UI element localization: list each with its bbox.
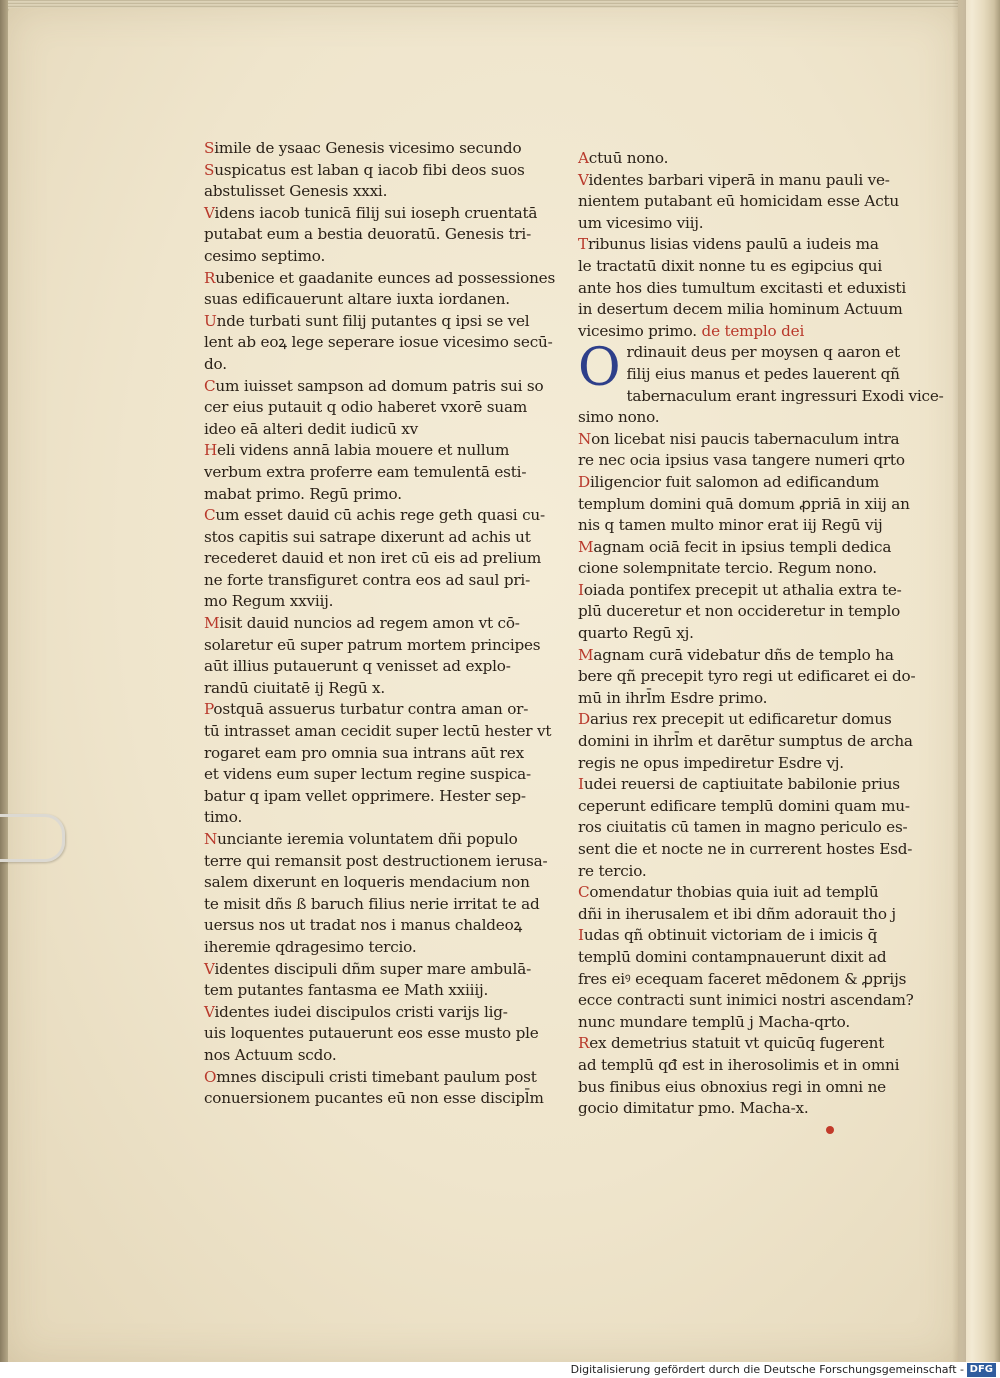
text-line: Unde turbati sunt filij putantes q ipsi se vel — [204, 311, 530, 330]
rubricated-capital: C — [204, 376, 216, 395]
text-line: solaretur eū super patrum mortem principes — [204, 635, 541, 654]
text-line: rogaret eam pro omnia sua intrans aūt rex — [204, 743, 524, 762]
rubricated-capital: I — [578, 580, 584, 599]
rubricated-capital: R — [204, 268, 216, 287]
text-line: ideo eā alteri dedit iudicū xv — [204, 419, 419, 438]
rubricated-capital: A — [578, 149, 589, 167]
text-line: mo Regum xxviij. — [204, 592, 334, 611]
rubricated-capital: V — [204, 1002, 215, 1021]
text-line: mū in ihrl̄m Esdre primo. — [578, 688, 768, 707]
text-line: Iudei reuersi de captiuitate babilonie prius — [578, 775, 900, 794]
right-column-top-text — [578, 148, 906, 321]
text-line: Non licebat nisi paucis tabernaculum intra — [578, 429, 900, 448]
rubric-heading-line — [578, 321, 884, 343]
text-line: iheremie qdragesimo tercio. — [204, 937, 417, 956]
text-line: stos capitis sui satrape dixerunt ad achis ut — [204, 527, 531, 546]
rubricated-capital: D — [578, 710, 590, 729]
text-line: fres eiꝰ ecequam faceret mēdonem & ꝓprijs — [578, 969, 907, 988]
text-line: cesimo septimo. — [204, 246, 326, 265]
text-line: Magnam curā videbatur dñs de templo ha — [578, 645, 894, 664]
text-line: nos Actuum scdo. — [204, 1045, 337, 1064]
text-line: do. — [204, 354, 227, 373]
rubricated-capital: I — [578, 775, 584, 794]
rubricated-capital: U — [204, 311, 217, 330]
text-line: cer eius putauit q odio haberet vxorē suam — [204, 398, 528, 417]
text-line: quarto Regū xj. — [578, 624, 694, 643]
text-column-left — [204, 138, 556, 1110]
rubricated-capital: V — [578, 170, 589, 189]
text-line: Simile de ysaac Genesis vicesimo secundo — [204, 139, 522, 157]
text-line: Nunciante ieremia voluntatem dñi populo — [204, 830, 518, 848]
text-line: Videns iacob tunicā filij sui ioseph cruentatā — [204, 203, 538, 222]
text-line: Omnes discipuli cristi timebant paulum post — [204, 1067, 537, 1086]
text-line: sent die et nocte ne in currerent hostes Esd- — [578, 840, 913, 858]
decorated-initial: O — [578, 338, 621, 399]
rubricated-capital: P — [204, 700, 214, 719]
text-line: Iudas qñ obtinuit victoriam de i imicis q̄ — [578, 926, 878, 945]
text-line: ad templū qđ est in iherosolimis et in omni — [578, 1055, 900, 1074]
rubricated-capital: M — [578, 537, 594, 556]
text-line: recederet dauid et non iret cū eis ad prelium — [204, 549, 542, 568]
text-column-right — [578, 148, 944, 1120]
text-line: tū intrasset aman cecidit super lectū hester vt — [204, 722, 552, 741]
rubricated-capital: I — [578, 926, 584, 945]
gutter-shadow — [952, 0, 966, 1362]
text-line: Comendatur thobias quia iuit ad templū — [578, 883, 879, 902]
text-line: ante hos dies tumultum excitasti et eduxisti — [578, 278, 906, 297]
text-line: re tercio. — [578, 861, 647, 880]
text-line: Diligencior fuit salomon ad edificandum — [578, 472, 880, 491]
text-line: Darius rex precepit ut edificaretur domus — [578, 710, 892, 729]
rubricated-capital: T — [578, 235, 588, 254]
text-line: bere qñ precepit tyro regi ut edificaret ei do- — [578, 667, 916, 686]
text-line: ne forte transfiguret contra eos ad saul pri- — [204, 570, 531, 589]
text-line: Actuū nono. — [578, 149, 669, 167]
text-line: Videntes barbari viperā in manu pauli ve- — [578, 170, 890, 189]
text-line: salem dixerunt en loqueris mendacium non — [204, 873, 530, 892]
rubricated-capital: V — [204, 959, 215, 978]
rubricated-capital: S — [204, 160, 215, 179]
text-line: Cum iuisset sampson ad domum patris sui so — [204, 376, 544, 395]
rubricated-capital: M — [204, 614, 220, 633]
rubricated-capital: O — [204, 1067, 217, 1086]
text-line: randū ciuitatē ij Regū x. — [204, 678, 386, 697]
text-line: filij eius manus et pedes lauerent qñ — [626, 364, 900, 383]
text-line: plū duceretur et non occideretur in templo — [578, 602, 901, 621]
rubricated-capital: N — [204, 830, 218, 848]
rubricated-capital: S — [204, 139, 215, 157]
text-line: regis ne opus impediretur Esdre vj. — [578, 753, 844, 772]
text-line: nientem putabant eū homicidam esse Actu — [578, 192, 899, 211]
text-line: ceperunt edificare templū domini quam mu- — [578, 796, 910, 815]
closing-line: vicesimo primo. — [578, 321, 697, 340]
text-line: Cum esset dauid cū achis rege geth quasi cu- — [204, 506, 545, 525]
text-line: aūt illius putauerunt q venisset ad explo- — [204, 657, 511, 676]
text-line: simo nono. — [578, 408, 660, 427]
rubricated-capital: D — [578, 472, 590, 491]
text-line: ecce contracti sunt inimici nostri ascendam? — [578, 991, 914, 1010]
text-line: in desertum decem milia hominum Actuum — [578, 300, 903, 319]
text-line: dñi in iherusalem et ibi dñm adorauit tho j — [578, 904, 896, 923]
text-line: conuersionem pucantes eū non esse discipl̄m — [204, 1089, 544, 1108]
text-line: Magnam ociā fecit in ipsius templi dedica — [578, 537, 892, 556]
digitization-footer — [0, 1362, 1000, 1378]
text-line: putabat eum a bestia deuoratū. Genesis tri- — [204, 225, 532, 244]
text-line: Postquā assuerus turbatur contra aman or- — [204, 700, 529, 719]
text-line: templum domini quā domum ꝓpriā in xiij an — [578, 494, 910, 513]
text-line: verbum extra proferre eam temulentā esti- — [204, 462, 527, 481]
text-line: domini in ihrl̄m et darētur sumptus de archa — [578, 732, 913, 751]
dfg-logo: DFG — [967, 1363, 996, 1377]
initial-paragraph — [578, 338, 944, 407]
initial-paragraph-lines — [578, 338, 944, 407]
text-line: Suspicatus est laban q iacob fibi deos suos — [204, 160, 525, 179]
text-line: lent ab eoꝝ lege seperare iosue vicesimo secū- — [204, 333, 553, 352]
text-line: Tribunus lisias videns paulū a iudeis ma — [578, 235, 879, 254]
rubricated-capital: H — [204, 441, 218, 460]
text-line: batur q ipam vellet opprimere. Hester sep- — [204, 786, 526, 805]
text-line: le tractatū dixit nonne tu es egipcius qui — [578, 256, 883, 275]
text-line: Ioiada pontifex precepit ut athalia extra te- — [578, 580, 902, 599]
text-line: tem putantes fantasma ee Math xxiiij. — [204, 981, 489, 1000]
text-line: Rex demetrius statuit vt quicūq fugerent — [578, 1034, 885, 1053]
rubricated-capital: M — [578, 645, 594, 664]
text-line: uersus nos ut tradat nos i manus chaldeoꝝ — [204, 916, 523, 935]
text-line: et videns eum super lectum regine suspica- — [204, 765, 531, 784]
text-line: te misit dñs ß baruch filius nerie irritat te ad — [204, 894, 540, 913]
text-line: templū domini contampnauerunt dixit ad — [578, 947, 887, 966]
rubric-heading: de templo dei — [701, 321, 805, 340]
rubricated-capital: C — [204, 506, 216, 525]
text-line: bus finibus eius obnoxius regi in omni ne — [578, 1077, 886, 1096]
text-line: terre qui remansit post destructionem ierusa- — [204, 851, 548, 870]
text-line: um vicesimo viij. — [578, 213, 704, 232]
text-line: abstulisset Genesis xxxi. — [204, 182, 388, 201]
text-line: Videntes discipuli dñm super mare ambulā- — [204, 959, 532, 978]
rubricated-capital: R — [578, 1034, 590, 1053]
text-line: Rubenice et gaadanite eunces ad possessiones — [204, 268, 556, 287]
text-line: ros ciuitatis cū tamen in magno periculo es- — [578, 818, 908, 837]
page-clip — [0, 814, 65, 862]
text-line: rdinauit deus per moysen q aaron et — [626, 343, 900, 362]
footer-credit: Digitalisierung gefördert durch die Deutsche Forschungsgemeinschaft - — [570, 1363, 964, 1376]
text-line: nunc mundare templū j Macha-qrto. — [578, 1012, 850, 1031]
red-ink-mark — [826, 1126, 834, 1134]
text-line: uis loquentes putauerunt eos esse musto ple — [204, 1024, 539, 1043]
rubricated-capital: V — [204, 203, 215, 222]
text-line: mabat primo. Regū primo. — [204, 484, 402, 503]
text-line: nis q tamen multo minor erat iij Regū vij — [578, 516, 883, 535]
text-line: suas edificauerunt altare iuxta iordanen. — [204, 290, 510, 309]
text-line: gocio dimitatur pmo. Macha-x. — [578, 1099, 809, 1118]
text-line: re nec ocia ipsius vasa tangere numeri qrto — [578, 451, 905, 470]
text-line: Misit dauid nuncios ad regem amon vt cō- — [204, 614, 520, 633]
rubricated-capital: N — [578, 429, 592, 448]
right-column-bottom-text — [578, 407, 916, 1120]
text-line: cione solempnitate tercio. Regum nono. — [578, 559, 877, 578]
text-line: Videntes iudei discipulos cristi varijs lig- — [204, 1002, 508, 1021]
text-line: tabernaculum erant ingressuri Exodi vice- — [626, 386, 944, 405]
rubricated-capital: C — [578, 883, 590, 902]
text-line: timo. — [204, 808, 243, 827]
text-line: Heli videns annā labia mouere et nullum — [204, 441, 510, 460]
